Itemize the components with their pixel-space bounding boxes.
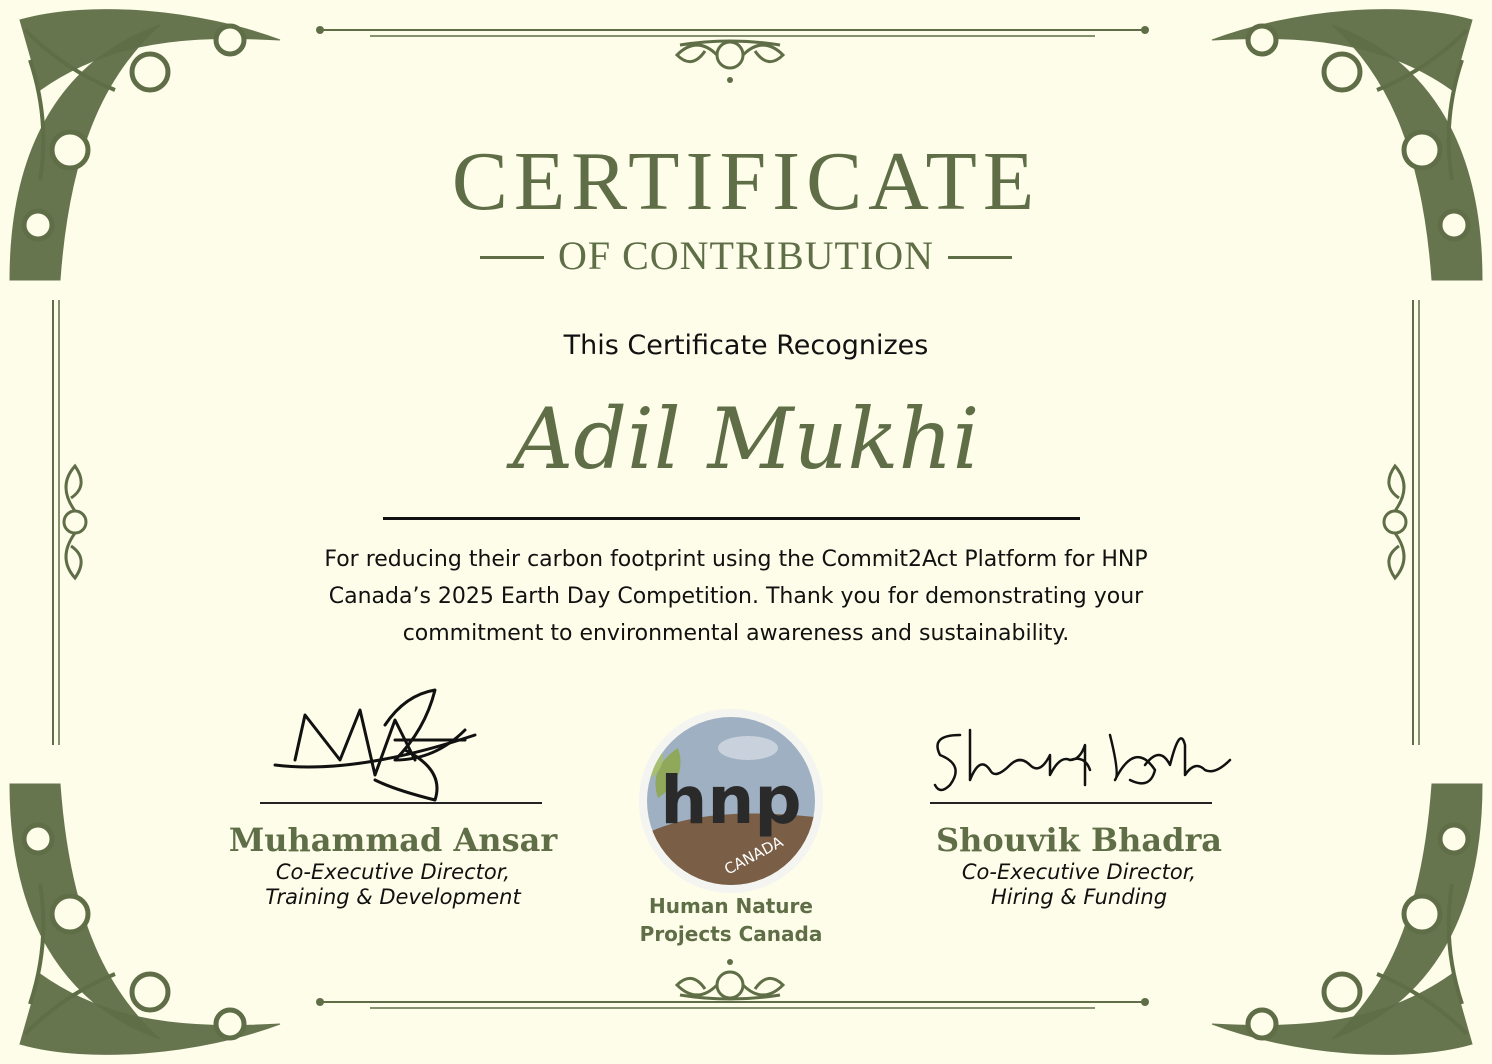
org-name-line-2: Projects Canada bbox=[639, 922, 823, 946]
recipient-name: Adil Mukhi bbox=[512, 390, 980, 488]
description-line-2: Canada’s 2025 Earth Day Competition. Thank you for demonstrating your bbox=[328, 584, 1144, 609]
logo-canada-text: CANADA bbox=[721, 832, 787, 879]
recipient-underline bbox=[383, 517, 1080, 520]
certificate-title: CERTIFICATE bbox=[451, 135, 1041, 228]
left-signer-name: Muhammad Ansar bbox=[228, 821, 558, 859]
left-signer-role bbox=[200, 860, 586, 910]
description-line-3: commitment to environmental awareness and sustainability. bbox=[402, 621, 1070, 646]
left-role-line-1: Co-Executive Director, bbox=[275, 860, 511, 884]
subtitle-dash-right bbox=[948, 256, 1012, 259]
certificate-subtitle bbox=[0, 233, 1492, 278]
left-signature-line bbox=[260, 802, 542, 804]
right-signer-name: Shouvik Bhadra bbox=[935, 821, 1223, 859]
certificate-description bbox=[250, 541, 1222, 652]
subtitle-dash-left bbox=[480, 256, 544, 259]
recognizes-text: This Certificate Recognizes bbox=[563, 330, 929, 361]
left-role-line-2: Training & Development bbox=[265, 885, 521, 909]
right-signer-role bbox=[886, 860, 1272, 910]
right-signature-image bbox=[930, 720, 1235, 800]
description-line-1: For reducing their carbon footprint using the Commit2Act Platform for HNP bbox=[324, 547, 1148, 572]
org-name-line-1: Human Nature bbox=[649, 894, 813, 918]
right-role-line-1: Co-Executive Director, bbox=[961, 860, 1197, 884]
hnp-logo bbox=[638, 708, 824, 894]
right-role-line-2: Hiring & Funding bbox=[990, 885, 1168, 909]
left-signature-image bbox=[265, 680, 485, 805]
right-signature-line bbox=[930, 802, 1212, 804]
subtitle-text: OF CONTRIBUTION bbox=[557, 233, 935, 278]
organization-name bbox=[600, 892, 862, 948]
logo-hnp-text: hnp bbox=[660, 762, 802, 839]
